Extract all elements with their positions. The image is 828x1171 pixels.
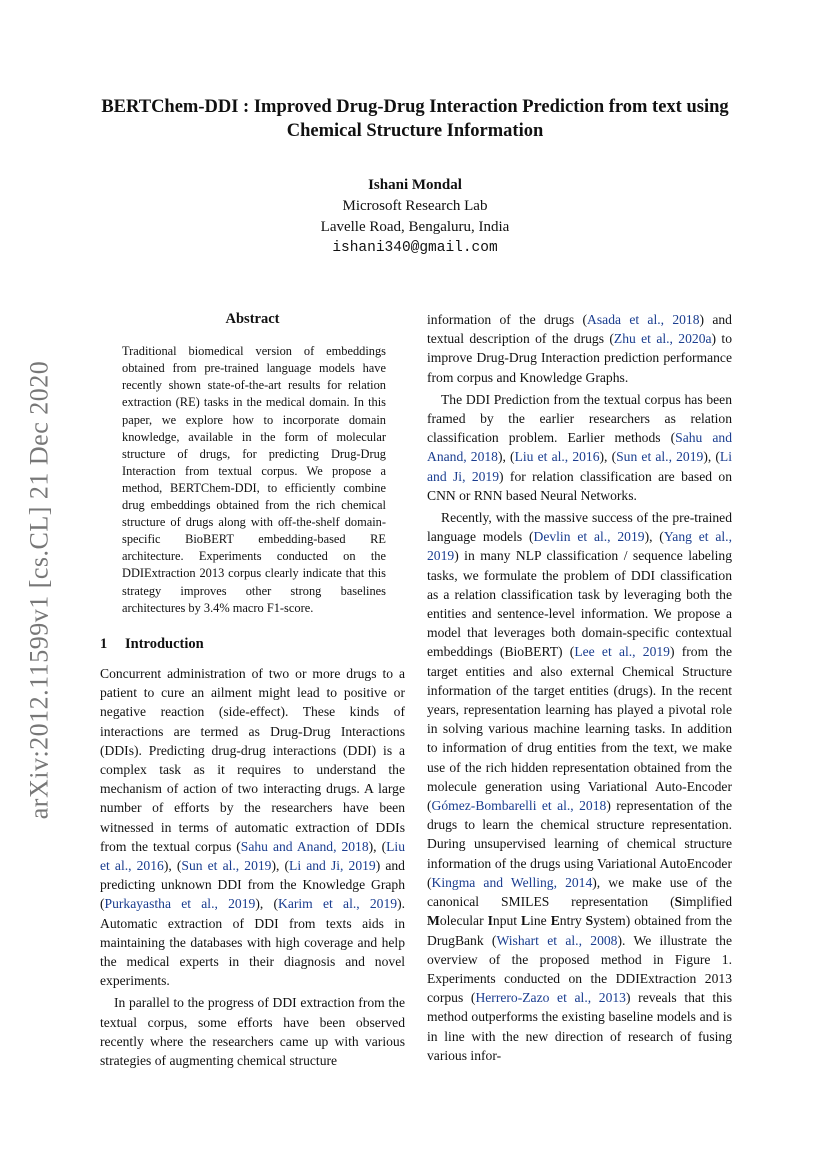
citation-link[interactable]: Li and Ji, 2019 [289, 857, 376, 873]
abstract-heading: Abstract [225, 311, 280, 327]
section-number: 1 [100, 635, 108, 652]
right-column [427, 310, 732, 1065]
citation-link[interactable]: Lee et al., 2019 [574, 644, 670, 660]
right-paragraph-1: information of the drugs (Asada et al., 2018) and textual description of the drugs (Zhu et al., 2020a) to improve Drug-Drug Interaction prediction performance from corpus and Knowledge Graphs. [427, 312, 732, 385]
citation-link[interactable]: Karim et al., 2019 [278, 896, 398, 912]
citation-link[interactable]: Devlin et al., 2019 [533, 529, 645, 545]
arxiv-side-label [14, 330, 64, 850]
right-paragraph-2: The DDI Prediction from the textual corpus has been framed by the earlier researchers as relation classification problem. Earlier methods (Sahu and Anand, 2018), (Liu et al., 2016), (Sun et al., 2019), (Li and Ji, 2019) for relation classification are based on CNN or RNN based Neural Networks. [427, 391, 733, 503]
intro-paragraph-2: In parallel to the progress of DDI extraction from the textual corpus, some efforts have been observed recently where the researchers came up with various strategies of augmenting chemical structure [100, 995, 405, 1068]
citation-link[interactable]: Sahu and Anand, 2018 [427, 430, 732, 465]
arxiv-identifier: arXiv:2012.11599v1 [cs.CL] 21 Dec 2020 [24, 360, 54, 820]
citation-link[interactable]: Zhu et al., 2020a [613, 331, 712, 347]
intro-paragraph-1: Concurrent administration of two or more drugs to a patient to cure an ailment might lead to positive or negative reaction (side-effect). These kinds of interactions are termed as Drug-Drug Interactions (DDIs). Predicting drug-drug interactions (DDI) is a complex task as it requires to understand the mechanism of action of two interacting drugs. A large number of efforts by the researchers have been witnessed in terms of automatic extraction of DDIs from the textual corpus (Sahu and Anand, 2018), (Liu et al., 2016), (Sun et al., 2019), (Li and Ji, 2019) and predicting unknown DDI from the Knowledge Graph (Purkayastha et al., 2019), (Karim et al., 2019). Automatic extraction of DDI from texts aids in maintaining the databases with high coverage and help the medical experts in their diagnosis and novel experiments. [100, 665, 406, 989]
citation-link[interactable]: Sahu and Anand, 2018 [240, 838, 369, 854]
abstract-text: Traditional biomedical version of embeddings obtained from pre-trained language models have recently shown state-of-the-art results for relation extraction (RE) tasks in the medical domain. In this paper, we explore how to incorporate domain knowledge, available in the form of molecular structure of drugs, for predicting Drug-Drug Interaction from textual corpus. We propose a method, BERTChem-DDI, to efficiently combine drug embeddings obtained from the rich chemical structure of drugs along with off-the-shelf domain-specific BioBERT embedding-based RE architecture. Experiments conducted on the DDIExtraction 2013 corpus clearly indicate that this strategy improves other strong baselines architectures by 3.4% macro F1-score. [122, 344, 386, 615]
right-paragraph-3: Recently, with the massive success of the pre-trained language models (Devlin et al., 2019), (Yang et al., 2019) in many NLP classification / sequence labeling tasks, we formulate the problem of DDI classification as a relation classification task by leveraging both the entities and sentence-level information. We propose a model that leverages both domain-specific contextual embeddings (BioBERT) (Lee et al., 2019) from the target entities and also external Chemical Structure information of the target entities (drugs). In the recent years, representation learning has played a pivotal role in solving various machine learning tasks. In addition to information of drug entities from the text, we make use of the rich hidden representation obtained from the molecule generation using Variational Auto-Encoder (Gómez-Bombarelli et al., 2018) representation of the drugs to learn the chemical structure representation. During unsupervised learning of chemical structure information of the drugs using Variational AutoEncoder (Kingma and Welling, 2014), we make use of the canonical SMILES representation (Simplified Molecular Input Line Entry System) obtained from the DrugBank (Wishart et al., 2008). We illustrate the overview of the proposed method in Figure 1. Experiments conducted on the DDIExtraction 2013 corpus (Herrero-Zazo et al., 2013) reveals that this method outperforms the existing baseline models and is in line with the new direction of research of fusing various infor- [427, 510, 733, 1063]
left-column [100, 310, 405, 1070]
citation-link[interactable]: Sun et al., 2019 [616, 449, 704, 465]
citation-link[interactable]: Li and Ji, 2019 [427, 449, 733, 484]
author-name: Ishani Mondal [368, 177, 462, 193]
paper-title: BERTChem-DDI : Improved Drug-Drug Interaction Prediction from text using Chemical Structure Information [101, 97, 729, 141]
citation-link[interactable]: Yang et al., 2019 [427, 529, 732, 564]
citation-link[interactable]: Kingma and Welling, 2014 [431, 874, 593, 890]
citation-link[interactable]: Asada et al., 2018 [587, 312, 700, 327]
section-heading-introduction [100, 635, 405, 654]
author-address: Lavelle Road, Bengaluru, India [320, 219, 510, 235]
author-affiliation: Microsoft Research Lab [342, 198, 488, 214]
citation-link[interactable]: Herrero-Zazo et al., 2013 [475, 990, 626, 1006]
section-title: Introduction [125, 635, 204, 652]
citation-link[interactable]: Purkayastha et al., 2019 [104, 896, 256, 912]
citation-link[interactable]: Sun et al., 2019 [181, 857, 272, 873]
author-block [200, 175, 630, 259]
citation-link[interactable]: Liu et al., 2016 [514, 449, 600, 465]
citation-link[interactable]: Gómez-Bombarelli et al., 2018 [431, 798, 607, 814]
citation-link[interactable]: Wishart et al., 2008 [496, 932, 618, 948]
citation-link[interactable]: Liu et al., 2016 [100, 838, 405, 873]
author-email[interactable]: ishani340@gmail.com [332, 240, 498, 256]
